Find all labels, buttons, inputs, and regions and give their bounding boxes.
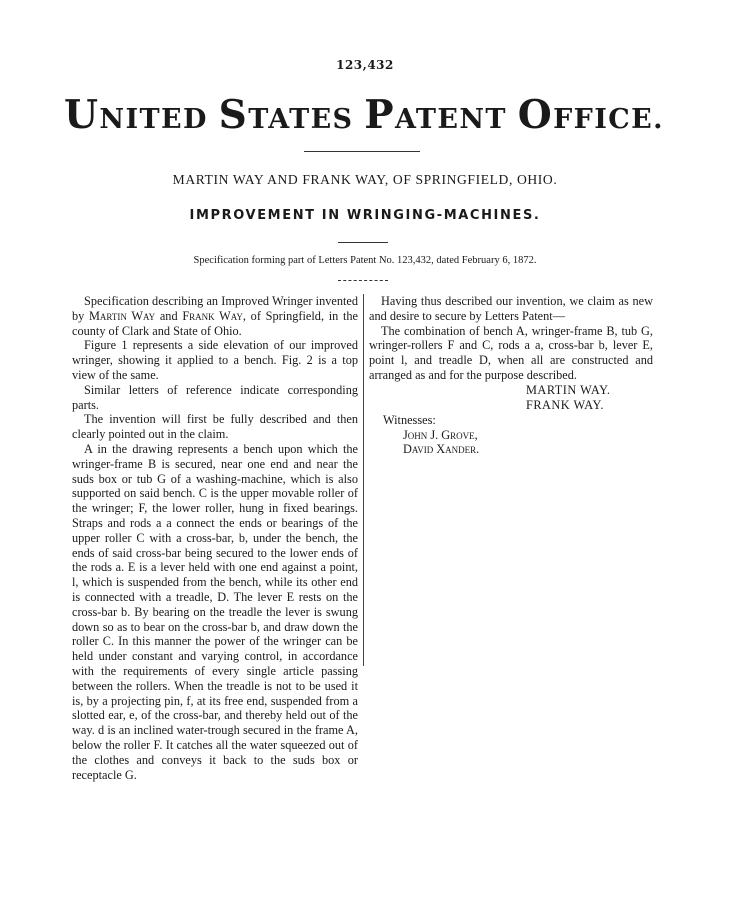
office-title: UNITED STATES PATENT OFFICE. (64, 92, 664, 138)
body-column-right (369, 294, 653, 457)
spec-rule (338, 280, 388, 281)
invention-title: IMPROVEMENT IN WRINGING-MACHINES. (189, 208, 541, 223)
signature-block (369, 383, 653, 457)
invention-title-rule (338, 242, 388, 243)
witness-name: David Xander. (403, 442, 480, 457)
signature-martin-way: MARTIN WAY. (526, 382, 611, 397)
paragraph-overview: The invention will first be fully described and then clearly pointed out in the claim. (72, 412, 358, 442)
paragraph-description: A in the drawing represents a bench upon which the wringer-frame B is secured, near one end and near the suds box or tub G of a washing-machine, which is also supported on said bench. C is the upper movable roller of the wringer; F, the lower roller, hung in fixed bearings. Straps and rods a a connect the ends or bearings of the upper roller C with a cross-bar, b, under the bench, the ends of said cross-bar being secured to the lower ends of the rods a. E is a lever held with one end against a point, l, which is suspended from the bench, while its other end is connected with a treadle, D. The lever E rests on the cross-bar b. By bearing on the treadle the lever is swung down so as to bear on the cross-bar b, and draw down the roller C. In this manner the power of the wringer can be held under constant and varying control, in accordance with the requirements of every single article passing between the rollers. When the treadle is not to be used it is, by a projecting pin, f, at its free end, suspended from a slotted ear, e, of the cross-bar, and thereby held out of the way. d is an inclined water-trough secured in the frame A, below the roller F. It catches all the water squeezed out of the clothes and conveys it back to the suds box or receptacle G. (72, 441, 358, 782)
inventors-line: MARTIN WAY AND FRANK WAY, OF SPRINGFIELD, OHIO. (172, 172, 558, 187)
paragraph-claim-intro: Having thus described our invention, we claim as new and desire to secure by Letters Patent— (369, 294, 653, 323)
title-rule (304, 151, 420, 152)
paragraph-figures: Figure 1 represents a side elevation of our improved wringer, showing it applied to a bench. Fig. 2 is a top view of the same. (72, 338, 358, 382)
paragraph-claim: The combination of bench A, wringer-frame B, tub G, wringer-rollers F and C, rods a a, cross-bar b, lever E, point l, and treadle D, when all are constructed and arranged as and for the purpose described. (369, 323, 653, 382)
witnesses-label: Witnesses: (383, 412, 436, 427)
inventor-name: Martin Way (89, 308, 156, 323)
paragraph-introduction: Specification describing an Improved Wringer invented by Martin Way and Frank Way, of Springfield, in the county of Clark and State of Ohio. (72, 294, 358, 338)
body-column-left (72, 294, 358, 782)
signature-frank-way: FRANK WAY. (526, 397, 604, 412)
inventor-name: Frank Way (182, 308, 243, 323)
witness-name: John J. Grove, (403, 427, 478, 442)
paragraph-reference-letters: Similar letters of reference indicate corresponding parts. (72, 382, 358, 412)
column-divider (363, 294, 364, 666)
specification-line: Specification forming part of Letters Patent No. 123,432, dated February 6, 1872. (193, 255, 537, 266)
patent-number: 123,432 (336, 58, 394, 72)
